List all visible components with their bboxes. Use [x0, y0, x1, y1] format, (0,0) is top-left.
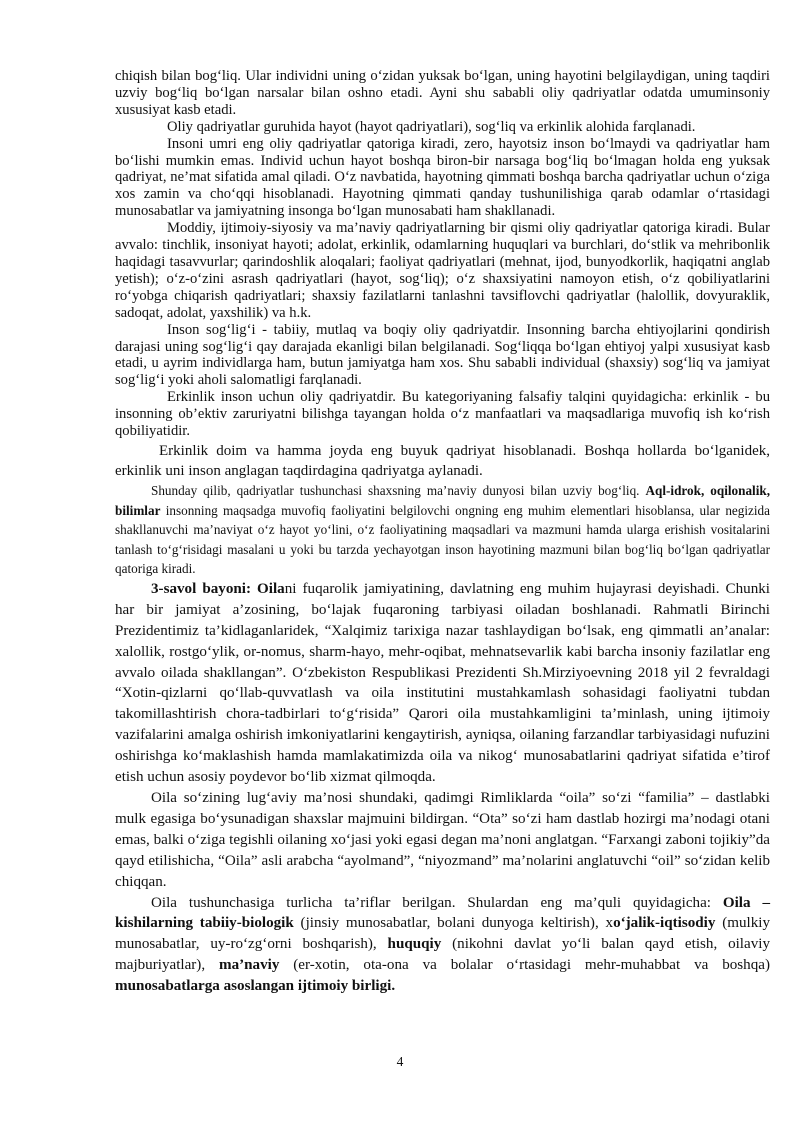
paragraph-text: Erkinlik doim va hamma joyda eng buyuk qadriyat hisoblanadi. Boshqa hollarda bo‘lganidek, erkinlik uni inson anglagan taqdirdagina qadriyatga aylanadi. — [115, 442, 770, 479]
bold-term: ma’naviy — [219, 957, 280, 974]
paragraph: chiqish bilan bog‘liq. Ular individni uning o‘zidan yuksak bo‘lgan, uning hayotini belgilaydigan, uning taqdiri uzviy bog‘liq bo‘lgan narsalar bilan oshno etadi. Ayni shu sababli oliy qadriyatlar odatda umuminsoniy xususiyat kasb etadi. — [115, 68, 770, 118]
paragraph-text: Oila tushunchasiga turlicha ta’riflar berilgan. Shulardan eng ma’quli quyidagicha: — [151, 894, 723, 911]
page-number: 4 — [396, 1054, 404, 1069]
paragraph: Erkinlik inson uchun oliy qadriyatdir. Bu kategoriyaning falsafiy talqini quyidagicha: erkinlik - bu insonning ob’ektiv zaruriyatni bilishga tayangan holda o‘z manfaatlari va maqsadlariga muvofiq ish ko‘rish qobiliyatidir. — [115, 389, 770, 440]
paragraph: Oliy qadriyatlar guruhida hayot (hayot qadriyatlari), sog‘liq va erkinlik alohida farqlanadi. — [167, 118, 696, 135]
paragraph-text: (nikohni davlat yo‘li balan qayd etish, oilaviy majburiyatlar), — [115, 936, 770, 974]
paragraph-summary — [115, 481, 770, 579]
bold-term: o‘jalik-iqtisodiy — [613, 915, 716, 932]
paragraph-text: (er-xotin, ota-ona va bolalar o‘rtasidagi mehr-muhabbat va boshqa) — [279, 957, 770, 974]
paragraph-text: Shunday qilib, qadriyatlar tushunchasi shaxsning ma’naviy dunyosi bilan uzviy bog‘liq. — [151, 482, 646, 498]
paragraph-text: (mulkiy munosabatlar, uy-ro‘zg‘orni boshqarish), — [115, 915, 770, 953]
bold-term: munosabatlarga asoslangan ijtimoiy birligi. — [115, 978, 396, 995]
paragraph: Moddiy, ijtimoiy-siyosiy va ma’naviy qadriyatlarning bir qismi oliy qadriyatlar qatoriga kiradi. Bular avvalo: tinchlik, insoniyat hayoti; adolat, erkinlik, odamlarning huquqlari va burchlari, do‘stlik va mehribonlik haqidagi tasavvurlar; qarindoshlik aloqalari; faoliyat qadriyatlari (mehnat, ijod, bunyodkorlik, haqiqatni anglab yetish); o‘z-o‘zini asrash qadriyatlari (hayot, sog‘liq); o‘z shaxsiyatini namoyon etish, o‘z qobiliyatlarini ro‘yobga chiqarish qadriyatlari; shaxsiy fazilatlarni tanlashni tavsiflovchi qadriyatlar (halollik, dovyuraklik, sadoqat, adolat, yaxshilik) va h.k. — [115, 220, 770, 321]
document-body — [115, 68, 770, 997]
paragraph — [115, 441, 770, 481]
paragraph-text: ni fuqarolik jamiyatining, davlatning eng muhim hujayrasi deyishadi. Chunki har bir jamiyat a’zosining, bo‘lajak fuqaroning tarbiyasi oiladan boshlanadi. Rahmatli Birinchi Prezidentimiz ta’kidlaganlaridek, “Xalqimiz tarixiga nazar tashlaydigan bo‘lsak, eng qimmatli an’analar: xalollik, rostgo‘ylik, or-nomus, sharm-hayo, mehr-oqibat, mehnatsevarlik kabi barcha insoniy fazilatlar eng avvalo oilada shakllangan”. O‘zbekiston Respublikasi Prezidenti Sh.Mirziyoevning 2018 yil 2 fevraldagi “Xotin-qizlarni qo‘llab-quvvatlash va oila institutini mustahkamlash sohasidagi faoliyatni tubdan takomillashtirish chora-tadbirlari to‘g‘risida” Qarori oila mustahkamligini ta’minlash, uning ijtimoiy vazifalarini amalga oshirish imkoniyatlarini kengaytirish, ayniqsa, oilaning farzandlar tarbiyasidagi nufuzini oshirishga ko‘maklashish hamda mamlakatimizda oila va nikog‘ munosabatlarini qadriyat sifatida e’tirof etish uchun asosiy poydevor bo‘lib xizmat qilmoqda. — [115, 580, 771, 786]
paragraph: Oila so‘zining lug‘aviy ma’nosi shundaki, qadimgi Rimliklarda “oila” so‘zi “familia” – dastlabki mulk egasiga bo‘ysunadigan shaxslar majmuini bildirgan. “Ota” so‘zi ham dastlab hozirgi ma’nodagi otani emas, balki o‘ziga tegishli oilaning xo‘jasi yoki egasi degan ma’noni anglatgan. “Farxangi zaboni tojikiy”da qayd etilishicha, “Oila” asli arabcha “ayolmand”, “niyozmand” ma’nolarini anglatuvchi “oil” so‘zidan kelib chiqqan. — [115, 789, 770, 890]
paragraph: Insoni umri eng oliy qadriyatlar qatoriga kiradi, zero, hayotsiz inson bo‘lmaydi va qadriyatlar ham bo‘lishi mumkin emas. Individ uchun hayot boshqa biron-bir narsaga bog‘liq bo‘lmagan holda eng yuksak qadriyat, ne’mat sifatida amal qiladi. O‘z navbatida, hayotning qimmati boshqa barcha qadriyatlar uchun o‘ziga xos zamin va cho‘qqi hisoblanadi. Hayotning qimmati qanday tushunilishiga qarab odamlar o‘rtasidagi munosabatlar va jamiyatning insonga bo‘lgan munosabati ham shakllanadi. — [115, 135, 770, 220]
paragraph-text: (jinsiy munosabatlar, bolani dunyoga keltirish), x — [293, 915, 614, 932]
question-heading: 3-savol bayoni: Oila — [151, 580, 285, 597]
definition-paragraph — [115, 893, 770, 998]
paragraph-text: insonning maqsadga muvofiq faoliyatini belgilovchi ongning eng muhim elementlari hisoblansa, ular negizida shakllanuvchi ma’naviyat o‘z hayot yo‘lini, o‘z faoliyatining maqsadlari va mazmuni hamda ularga erishish vositalarini tanlash to‘g‘risidagi masalani u yoki bu tarzda yechayotgan inson hayotining mazmuni bilan bog‘liq bo‘lgan qadriyatlar qatoriga kiradi. — [115, 502, 770, 577]
bold-term: Oila – kishilarning tabiiy-biologik — [115, 894, 770, 932]
paragraph: Inson sog‘lig‘i - tabiiy, mutlaq va boqiy oliy qadriyatdir. Insonning barcha ehtiyojlarini qondirish darajasi uning sog‘lig‘i qay darajada ekanligi bilan belgilanadi. Sog‘liqqa bo‘lgan ehtiyoj yalpi xususiyat kasb etadi, u ayrim individlarga ham, butun jamiyatga ham xos. Shu sababli individual (shaxsiy) sog‘liq va jamiyat sog‘lig‘i yoki aholi salomatligi farqlanadi. — [115, 321, 770, 389]
question-3-paragraph — [115, 579, 770, 788]
bold-term: Aql-idrok, oqilonalik, bilimlar — [115, 482, 770, 518]
bold-term: huquqiy — [387, 936, 442, 953]
